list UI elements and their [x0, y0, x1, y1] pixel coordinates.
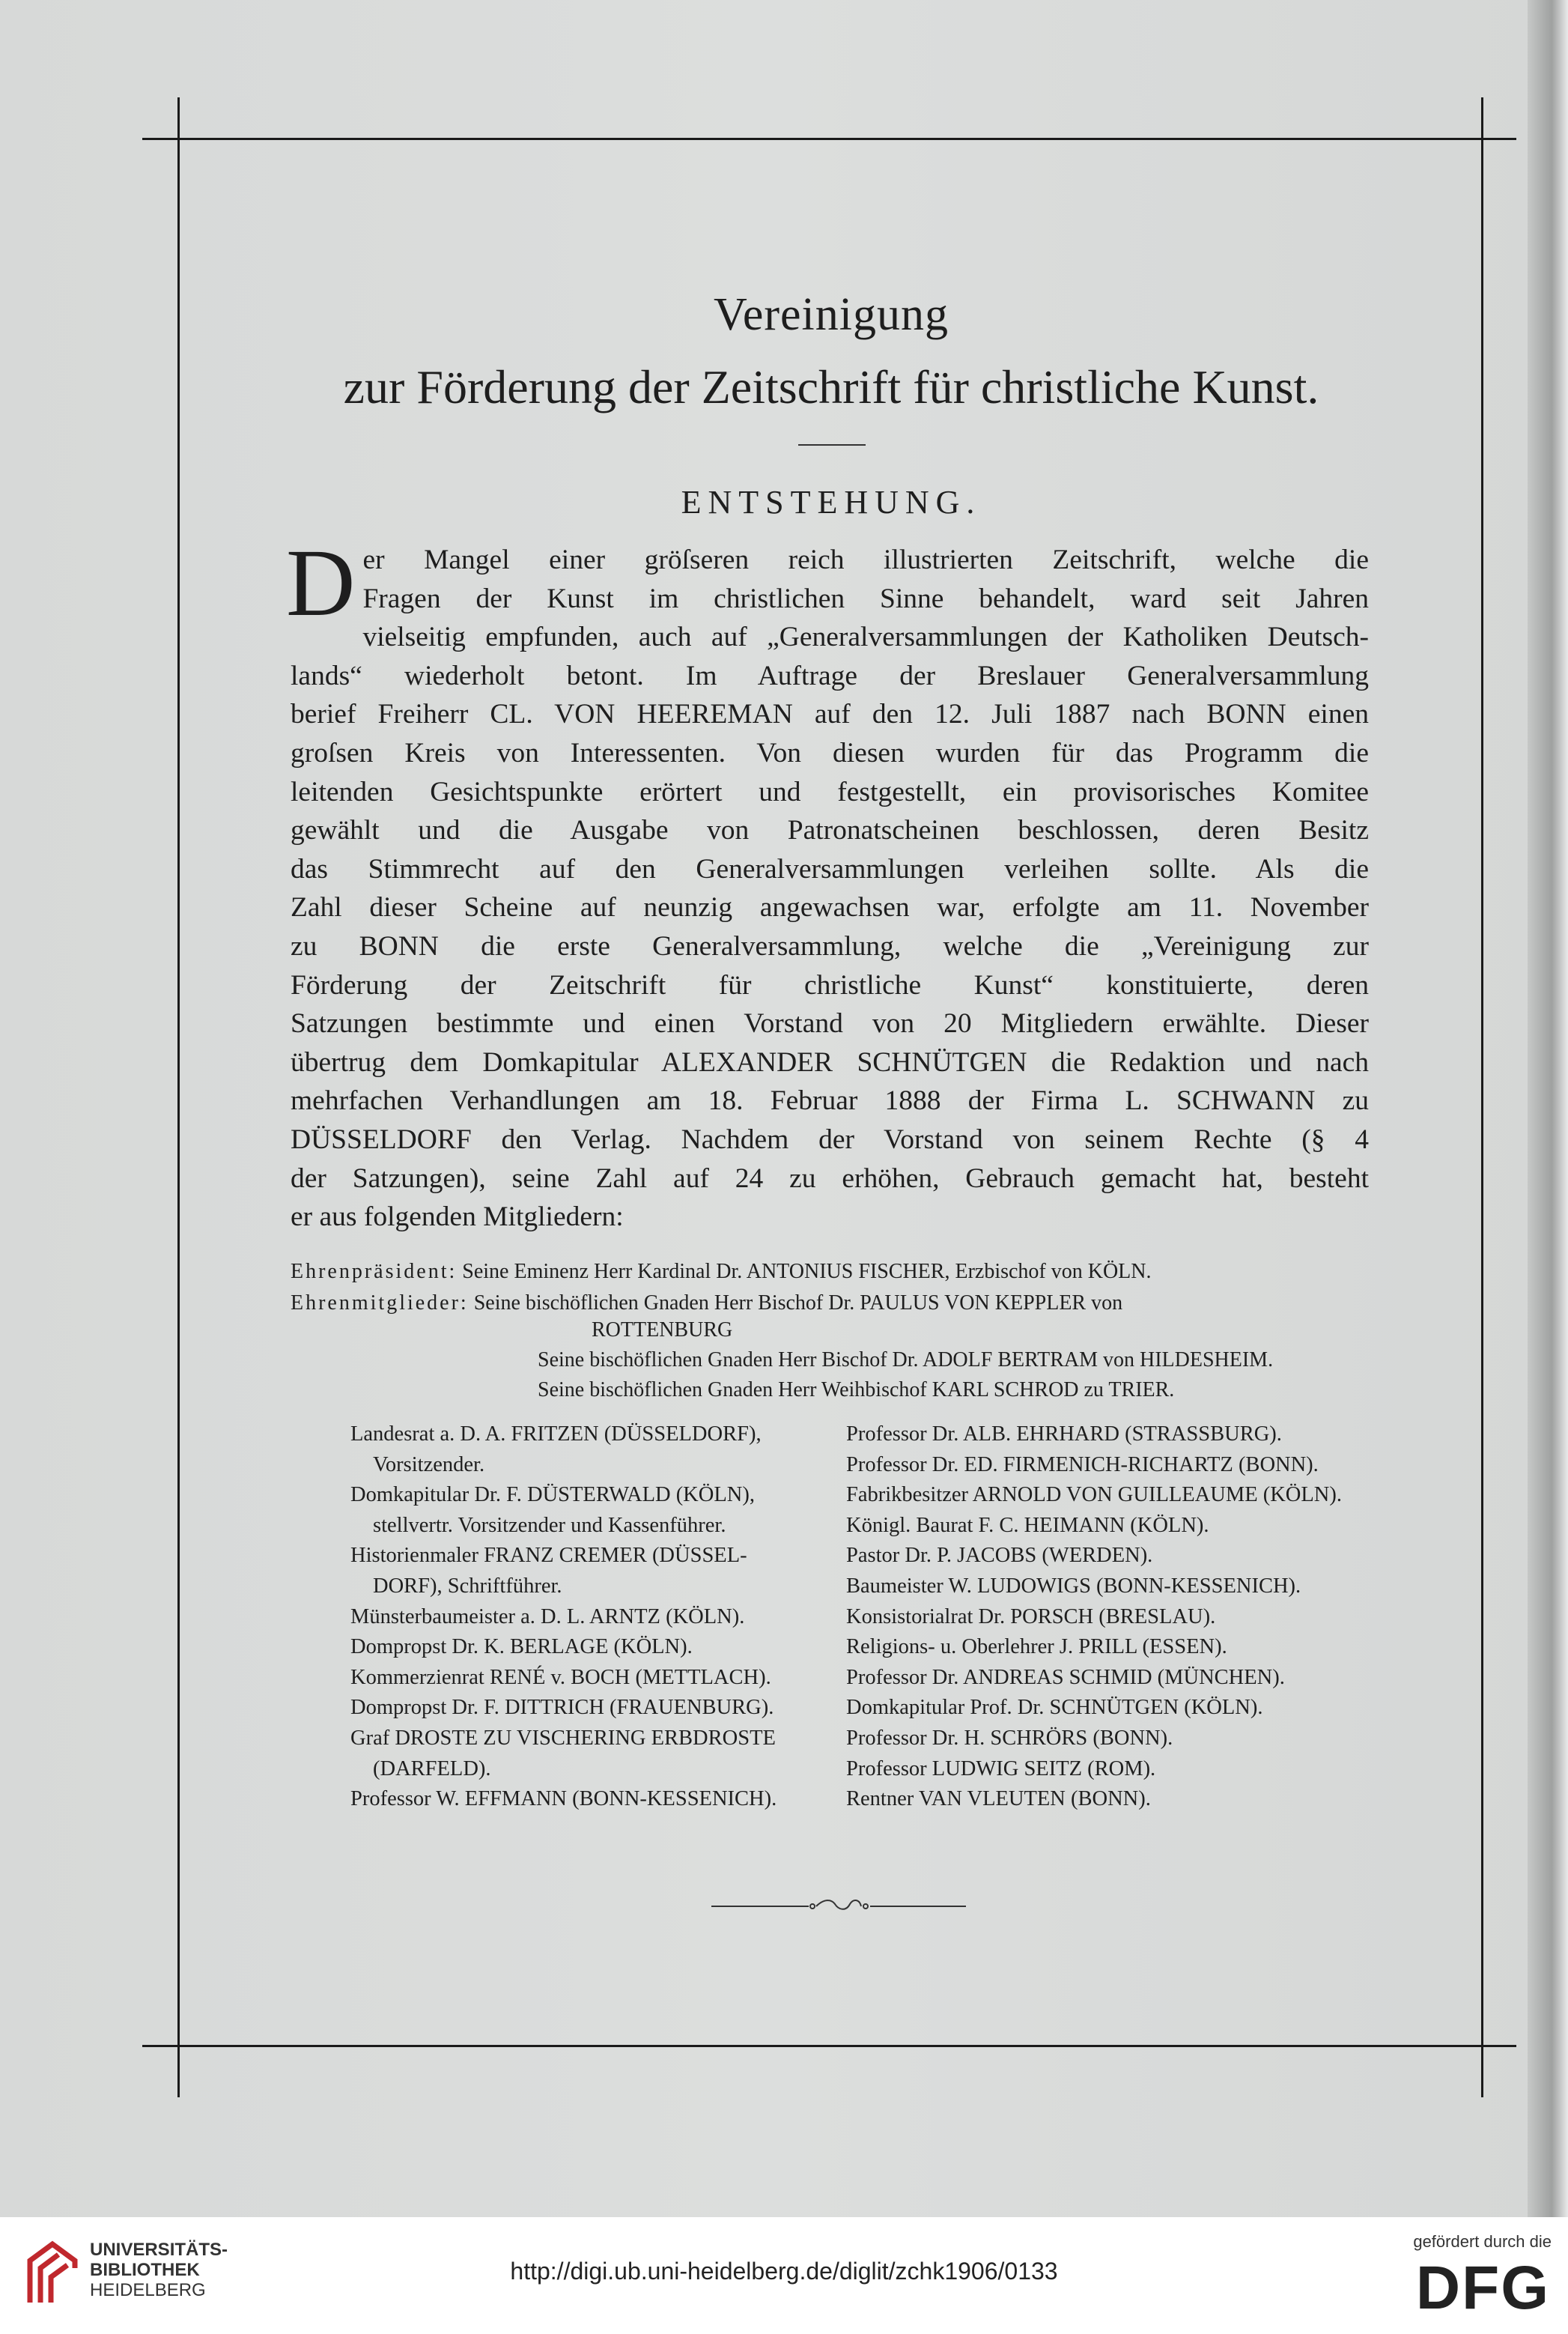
member-entry: Professor W. EFFMANN (BONN-KESSENICH). [350, 1787, 777, 1811]
member-entry: Konsistorialrat Dr. PORSCH (BRESLAU). [846, 1604, 1216, 1628]
body-line: übertrug dem Domkapitular ALEXANDER SCHNÜTGEN die Redaktion und nach [291, 1046, 1369, 1078]
body-line: das Stimmrecht auf den Generalversammlungen verleihen sollte. Als die [291, 853, 1369, 885]
member-entry: Professor LUDWIG SEITZ (ROM). [846, 1756, 1156, 1780]
member-entry: Baumeister W. LUDOWIGS (BONN-KESSENICH). [846, 1574, 1301, 1598]
body-line: Förderung der Zeitschrift für christliche Kunst“ konstituierte, deren [291, 969, 1369, 1001]
member-entry: Dompropst Dr. F. DITTRICH (FRAUENBURG). [350, 1696, 774, 1720]
member-entry: (DARFELD). [373, 1756, 491, 1780]
title-line-1: Vereinigung [713, 289, 949, 340]
body-line: Zahl dieser Scheine auf neunzig angewachsen war, erfolgte am 11. November [291, 892, 1369, 924]
members-left-column [350, 1419, 811, 1815]
body-line: der Satzungen), seine Zahl auf 24 zu erhöhen, Gebrauch gemacht hat, besteht [291, 1163, 1369, 1194]
title-divider [798, 444, 866, 446]
member-entry: Dompropst Dr. K. BERLAGE (KÖLN). [350, 1635, 693, 1659]
honorary-members-line-3: Seine bischöflichen Gnaden Herr Weihbischof KARL SCHROD zu TRIER. [538, 1378, 1175, 1401]
body-line: Satzungen bestimmte und einen Vorstand von 20 Mitgliedern erwählte. Dieser [291, 1008, 1369, 1040]
honorary-members-line-2: Seine bischöflichen Gnaden Herr Bischof Dr. ADOLF BERTRAM von HILDESHEIM. [538, 1348, 1274, 1371]
member-entry: stellvertr. Vorsitzender und Kassenführer. [373, 1513, 726, 1537]
body-line: lands“ wiederholt betont. Im Auftrage der Breslauer Generalversammlung [291, 660, 1369, 691]
member-entry: Graf DROSTE ZU VISCHERING ERBDROSTE [350, 1726, 776, 1750]
closing-ornament [711, 1895, 966, 1918]
member-entry: Domkapitular Dr. F. DÜSTERWALD (KÖLN), [350, 1483, 755, 1507]
member-entry: Domkapitular Prof. Dr. SCHNÜTGEN (KÖLN). [846, 1696, 1263, 1720]
honorary-members [291, 1290, 1369, 1404]
honorary-president [291, 1258, 1369, 1285]
library-name-line-2: BIBLIOTHEK [90, 2260, 200, 2280]
dfg-logo: DFG [1415, 2254, 1550, 2322]
body-line: DÜSSELDORF den Verlag. Nachdem der Vorstand von seinem Rechte (§ 4 [291, 1124, 1369, 1155]
title-line-2: zur Förderung der Zeitschrift für christliche Kunst. [343, 360, 1319, 413]
member-entry: Pastor Dr. P. JACOBS (WERDEN). [846, 1544, 1153, 1568]
member-entry: Professor Dr. ALB. EHRHARD (STRASSBURG). [846, 1422, 1282, 1446]
member-entry: Münsterbaumeister a. D. L. ARNTZ (KÖLN). [350, 1604, 745, 1628]
body-lines [291, 541, 1369, 1237]
body-line: Fragen der Kunst im christlichen Sinne behandelt, ward seit Jahren [362, 583, 1369, 614]
honorary-president-text: Seine Eminenz Herr Kardinal Dr. ANTONIUS FISCHER, Erzbischof von KÖLN. [462, 1260, 1152, 1283]
library-name-line-1: UNIVERSITÄTS- [90, 2240, 228, 2260]
body-paragraph [286, 530, 1369, 1237]
library-name-line-3: HEIDELBERG [90, 2280, 206, 2300]
member-entry: Religions- u. Oberlehrer J. PRILL (ESSEN). [846, 1635, 1227, 1659]
digitization-footer [0, 2217, 1568, 2334]
member-entry: DORF), Schriftführer. [373, 1574, 562, 1598]
funder-caption: gefördert durch die [1413, 2232, 1552, 2251]
member-entry: Fabrikbesitzer ARNOLD VON GUILLEAUME (KÖLN). [846, 1483, 1342, 1507]
body-line: zu BONN die erste Generalversammlung, welche die „Vereinigung zur [291, 930, 1369, 962]
body-line: mehrfachen Verhandlungen am 18. Februar 1888 der Firma L. SCHWANN zu [291, 1085, 1369, 1117]
honorary-members-line-1: Seine bischöflichen Gnaden Herr Bischof Dr. PAULUS VON KEPPLER von [473, 1291, 1123, 1315]
member-entry: Königl. Baurat F. C. HEIMANN (KÖLN). [846, 1513, 1209, 1537]
member-entry: Vorsitzender. [373, 1452, 485, 1476]
honorary-members-line-1b: ROTTENBURG [592, 1318, 733, 1342]
members-right-column [846, 1419, 1370, 1815]
body-line: groſsen Kreis von Interessenten. Von diesen wurden für das Programm die [291, 737, 1369, 769]
member-entry: Professor Dr. H. SCHRÖRS (BONN). [846, 1726, 1173, 1750]
body-line: gewählt und die Ausgabe von Patronatscheinen beschlossen, deren Besitz [291, 815, 1369, 846]
body-line: leitenden Gesichtspunkte erörtert und festgestellt, ein provisorisches Komitee [291, 776, 1369, 807]
member-entry: Rentner VAN VLEUTEN (BONN). [846, 1787, 1151, 1811]
frame-bottom-rule [142, 2045, 1516, 2047]
honorary-president-label: Ehrenpräsident: [291, 1260, 458, 1283]
member-entry: Historienmaler FRANZ CREMER (DÜSSEL- [350, 1544, 747, 1568]
member-entry: Professor Dr. ED. FIRMENICH-RICHARTZ (BONN). [846, 1452, 1319, 1476]
body-line: vielseitig empfunden, auch auf „Generalversammlungen der Katholiken Deutsch- [362, 622, 1369, 653]
section-heading: ENTSTEHUNG. [681, 484, 982, 521]
body-line: er aus folgenden Mitgliedern: [291, 1201, 624, 1233]
body-line: berief Freiherr CL. VON HEEREMAN auf den 12. Juli 1887 nach BONN einen [291, 699, 1369, 730]
drop-cap: D [286, 530, 356, 636]
frame-top-rule [142, 138, 1516, 140]
member-entry: Professor Dr. ANDREAS SCHMID (MÜNCHEN). [846, 1665, 1285, 1689]
source-url[interactable]: http://digi.ub.uni-heidelberg.de/diglit/zchk1906/0133 [510, 2258, 1058, 2285]
member-entry: Kommerzienrat RENÉ v. BOCH (METTLACH). [350, 1665, 771, 1689]
honorary-members-label: Ehrenmitglieder: [291, 1291, 469, 1315]
member-entry: Landesrat a. D. A. FRITZEN (DÜSSELDORF), [350, 1422, 762, 1446]
body-line: er Mangel einer gröſseren reich illustrierten Zeitschrift, welche die [362, 545, 1369, 575]
